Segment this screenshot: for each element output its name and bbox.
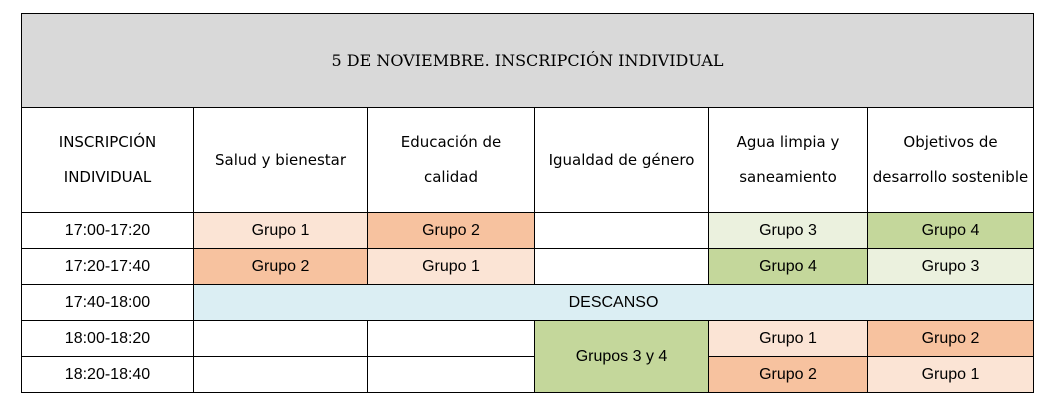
group-cell: Grupo 4 [709,249,868,285]
header-salud: Salud y bienestar [194,108,368,213]
empty-cell [194,357,368,393]
group-cell: Grupo 2 [194,249,368,285]
table-row [22,321,1034,357]
time-cell: 17:40-18:00 [22,285,194,321]
group-cell: Grupo 1 [368,249,535,285]
table-row [22,357,1034,393]
time-cell: 17:20-17:40 [22,249,194,285]
table-row [22,285,1034,321]
header-igualdad: Igualdad de género [535,108,709,213]
group-cell: Grupo 3 [868,249,1034,285]
group-cell: Grupo 1 [868,357,1034,393]
title-row [22,14,1034,108]
empty-cell [194,321,368,357]
empty-cell [368,321,535,357]
group-cell: Grupo 3 [709,213,868,249]
time-cell: 17:00-17:20 [22,213,194,249]
table-row [22,213,1034,249]
table-row [22,249,1034,285]
table-title: 5 DE NOVIEMBRE. INSCRIPCIÓN INDIVIDUAL [22,14,1034,108]
time-cell: 18:20-18:40 [22,357,194,393]
group-cell: Grupo 2 [709,357,868,393]
header-educacion: Educación de calidad [368,108,535,213]
header-objetivos: Objetivos de desarrollo sostenible [868,108,1034,213]
empty-cell [368,357,535,393]
group-cell: Grupo 2 [868,321,1034,357]
group-cell: Grupo 2 [368,213,535,249]
merged-group-cell: Grupos 3 y 4 [535,321,709,393]
header-row [22,108,1034,213]
header-agua: Agua limpia y saneamiento [709,108,868,213]
header-inscripcion: INSCRIPCIÓN INDIVIDUAL [22,108,194,213]
empty-cell [535,249,709,285]
group-cell: Grupo 1 [709,321,868,357]
schedule-table [21,13,1034,393]
break-cell: DESCANSO [194,285,1034,321]
time-cell: 18:00-18:20 [22,321,194,357]
empty-cell [535,213,709,249]
group-cell: Grupo 4 [868,213,1034,249]
group-cell: Grupo 1 [194,213,368,249]
